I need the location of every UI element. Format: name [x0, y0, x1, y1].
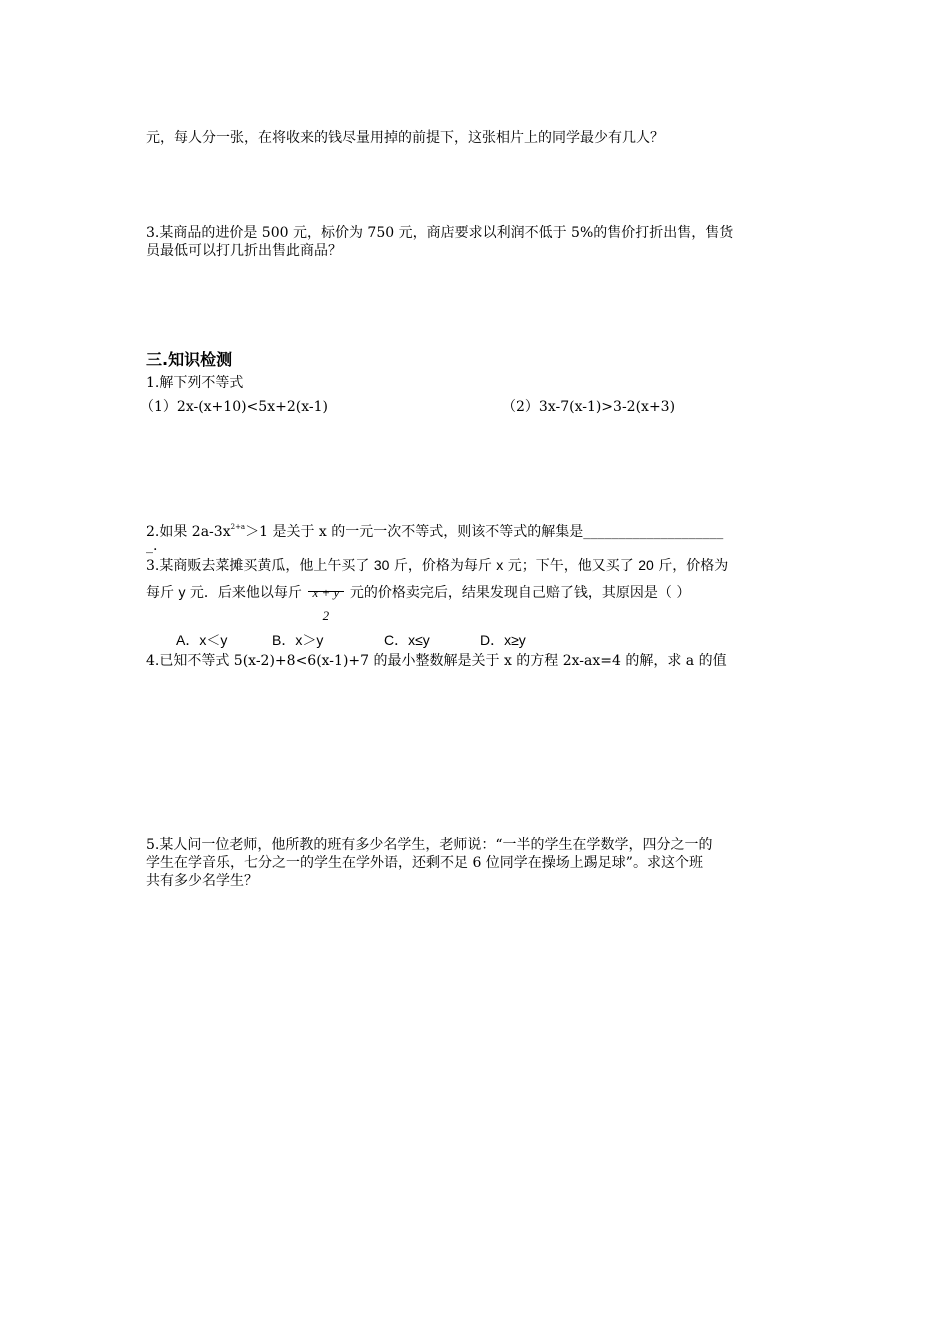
fraction-numerator: x + y [312, 585, 340, 600]
item3-text-a: 3.某商贩去菜摊买黄瓜，他上午买了 [146, 558, 374, 574]
item3-text-e: 每斤 [146, 585, 179, 601]
choice-a[interactable]: A．x＜y [176, 632, 228, 648]
fraction-x-plus-y-over-2 [306, 571, 346, 623]
choice-d[interactable]: D．x≥y [480, 632, 526, 648]
item3-var-x: x [496, 557, 504, 573]
item1-title: 1.解下列不等式 [146, 375, 244, 391]
item3-text-c: 元；下午，他又买了 [503, 558, 639, 574]
item1-part1: （1）2x-(x+10)<5x+2(x-1) [140, 399, 328, 415]
item2-blank-continuation: _. [146, 538, 158, 554]
problem-continuation: 元，每人分一张，在将收来的钱尽量用掉的前提下，这张相片上的同学最少有几人？ [146, 130, 664, 146]
item4: 4.已知不等式 5(x-2)+8<6(x-1)+7 的最小整数解是关于 x 的方程 2x-ax=4 的解，求 a 的值 [146, 653, 727, 669]
q3-line-2: 员最低可以打几折出售此商品？ [146, 243, 342, 259]
item2-suffix: ＞1 是关于 x 的一元一次不等式，则该不等式的解集是 [245, 524, 584, 540]
item5-line-1: 5.某人问一位老师，他所教的班有多少名学生，老师说：“一半的学生在学数学，四分之一的 [146, 837, 713, 853]
item2-prefix: 2.如果 2a-3x [146, 524, 231, 540]
section-heading: 三.知识检测 [146, 350, 233, 369]
item3-text-g: 元的价格卖完后，结果发现自己赔了钱，其原因是（ ） [349, 585, 691, 601]
item3-num-30: 30 [373, 557, 390, 573]
item3-text-d: 斤，价格为 [653, 558, 729, 574]
item3-line-2 [146, 570, 691, 623]
q3-line-1: 3.某商品的进价是 500 元，标价为 750 元，商店要求以利润不低于 5%的售价打折出售，售货 [146, 225, 734, 241]
fraction-bar [308, 591, 344, 592]
fraction-denominator: 2 [322, 608, 330, 623]
item3-num-20: 20 [638, 557, 654, 573]
answer-blank[interactable]: ____________________ [583, 524, 724, 540]
item1-part2: （2）3x-7(x-1)>3-2(x+3) [502, 399, 676, 415]
item2-line [146, 518, 723, 541]
choice-c[interactable]: C．x≤y [384, 632, 430, 648]
item3-text-f: 元．后来他以每斤 [185, 585, 302, 601]
item5-line-2: 学生在学音乐，七分之一的学生在学外语，还剩不足 6 位同学在操场上踢足球”。求这个班 [146, 855, 703, 871]
item3-choices [176, 631, 526, 649]
item2-exponent: 2+a [230, 523, 246, 531]
choice-b[interactable]: B．x＞y [272, 632, 324, 648]
item3-var-y: y [178, 584, 186, 600]
item3-text-b: 斤，价格为每斤 [389, 558, 497, 574]
item5-line-3: 共有多少名学生？ [146, 873, 258, 889]
